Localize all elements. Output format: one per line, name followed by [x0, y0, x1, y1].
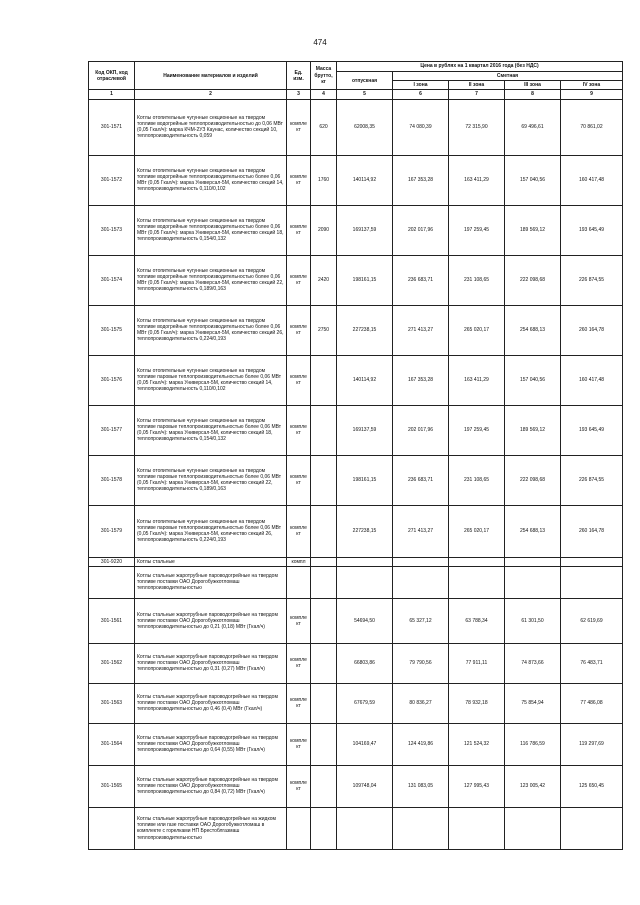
row-name: Котлы отопительные чугунные секционные на твердом топливе паровые теплопроизводительностью более 0,06 МВт (0,05 Гкал/ч): марка Универсал-5М, количество секций 22, теплопроизводительность 0,189/0,163	[135, 455, 287, 505]
row-zone-3-price: 189 569,12	[505, 205, 561, 255]
row-zone-2-price: 72 315,90	[449, 99, 505, 155]
row-zone-4-price: 160 417,48	[561, 355, 623, 405]
row-mass	[311, 455, 337, 505]
price-table	[88, 61, 623, 850]
row-release-price	[337, 566, 393, 598]
table-row	[89, 807, 623, 849]
row-name: Котлы отопительные чугунные секционные на твердом топливе водогрейные теплопроизводительностью более 0,06 МВт (0,05 Гкал/ч): марка Универсал-5М, количество секций 18, теплопроизводительность 0,154/0,132	[135, 205, 287, 255]
row-release-price	[337, 557, 393, 566]
row-unit: компле кт	[287, 683, 311, 723]
row-code: 301-1571	[89, 99, 135, 155]
row-name: Котлы отопительные чугунные секционные на твердом топливе паровые теплопроизводительностью более 0,06 МВт (0,05 Гкал/ч): марка Универсал-5М, количество секций 26, теплопроизводительность 0,224/0,193	[135, 505, 287, 557]
table-row	[89, 99, 623, 155]
row-code: 301-1574	[89, 255, 135, 305]
row-unit: компле кт	[287, 99, 311, 155]
row-zone-3-price: 75 854,94	[505, 683, 561, 723]
row-zone-1-price: 124 419,86	[393, 723, 449, 765]
row-zone-4-price: 160 417,48	[561, 155, 623, 205]
table-row	[89, 305, 623, 355]
header-price-title: Цена в рублях на 1 квартал 2016 года (без НДС)	[337, 62, 623, 72]
row-mass	[311, 598, 337, 643]
row-unit: компле кт	[287, 255, 311, 305]
row-zone-2-price: 265 020,17	[449, 505, 505, 557]
row-zone-4-price	[561, 557, 623, 566]
row-release-price: 109748,04	[337, 765, 393, 807]
row-zone-4-price: 260 164,78	[561, 505, 623, 557]
row-mass	[311, 807, 337, 849]
row-zone-3-price	[505, 557, 561, 566]
row-zone-2-price: 231 108,65	[449, 255, 505, 305]
row-zone-1-price: 236 683,71	[393, 255, 449, 305]
row-zone-2-price: 197 259,45	[449, 405, 505, 455]
row-mass	[311, 643, 337, 683]
column-number: 8	[505, 90, 561, 99]
row-release-price: 67679,59	[337, 683, 393, 723]
row-unit: компле кт	[287, 723, 311, 765]
row-mass: 2420	[311, 255, 337, 305]
table-row	[89, 455, 623, 505]
row-name: Котлы стальные жаротрубные пароводогрейные на твердом топливе поставки ОАО Дорогобужкотломаш теплопроизводительностью до 0,31 (0,27) МВт (Гкал/ч)	[135, 643, 287, 683]
row-zone-4-price: 77 486,08	[561, 683, 623, 723]
row-unit: компле кт	[287, 305, 311, 355]
row-zone-2-price	[449, 557, 505, 566]
header-zone-4: IV зона	[561, 81, 623, 90]
row-zone-4-price: 76 483,71	[561, 643, 623, 683]
row-zone-2-price: 197 259,45	[449, 205, 505, 255]
row-zone-4-price: 226 874,55	[561, 455, 623, 505]
row-zone-3-price: 61 301,50	[505, 598, 561, 643]
row-zone-4-price: 193 645,49	[561, 205, 623, 255]
table-row	[89, 557, 623, 566]
row-release-price: 140114,92	[337, 155, 393, 205]
row-release-price: 198161,15	[337, 255, 393, 305]
row-zone-4-price: 193 645,49	[561, 405, 623, 455]
row-zone-4-price: 62 619,69	[561, 598, 623, 643]
column-number: 9	[561, 90, 623, 99]
row-zone-1-price: 167 353,28	[393, 355, 449, 405]
row-zone-2-price: 163 411,29	[449, 355, 505, 405]
row-zone-2-price: 63 788,34	[449, 598, 505, 643]
row-unit: компле кт	[287, 643, 311, 683]
row-zone-4-price: 70 861,02	[561, 99, 623, 155]
row-zone-3-price: 157 040,56	[505, 155, 561, 205]
row-unit: компле кт	[287, 765, 311, 807]
row-zone-2-price: 127 995,43	[449, 765, 505, 807]
row-unit	[287, 566, 311, 598]
row-mass	[311, 566, 337, 598]
column-number: 7	[449, 90, 505, 99]
row-unit	[287, 807, 311, 849]
row-code: 301-1565	[89, 765, 135, 807]
row-zone-3-price: 222 098,68	[505, 255, 561, 305]
column-number: 4	[311, 90, 337, 99]
row-code: 301-1579	[89, 505, 135, 557]
row-code	[89, 566, 135, 598]
header-name: Наименование материалов и изделий	[135, 62, 287, 90]
row-mass	[311, 723, 337, 765]
header-release: отпускная	[337, 72, 393, 90]
row-release-price: 227238,15	[337, 305, 393, 355]
row-code: 301-1576	[89, 355, 135, 405]
row-zone-1-price: 167 353,28	[393, 155, 449, 205]
row-zone-4-price	[561, 807, 623, 849]
row-zone-1-price: 65 327,12	[393, 598, 449, 643]
row-zone-1-price: 271 413,27	[393, 505, 449, 557]
row-release-price: 140114,92	[337, 355, 393, 405]
row-zone-1-price	[393, 807, 449, 849]
row-unit: компле кт	[287, 355, 311, 405]
row-zone-4-price	[561, 566, 623, 598]
row-code: 301-1564	[89, 723, 135, 765]
row-mass: 2750	[311, 305, 337, 355]
header-estimate: Сметная	[393, 72, 623, 81]
row-name: Котлы стальные жаротрубные пароводогрейные на твердом топливе поставки ОАО Дорогобужкотломаш теплопроизводительностью до 0,64 (0,55) МВт (Гкал/ч)	[135, 723, 287, 765]
row-zone-1-price	[393, 566, 449, 598]
table-row	[89, 683, 623, 723]
row-zone-3-price: 189 569,12	[505, 405, 561, 455]
column-number: 5	[337, 90, 393, 99]
header-zone-2: II зона	[449, 81, 505, 90]
row-zone-1-price: 74 080,39	[393, 99, 449, 155]
row-zone-2-price: 78 932,18	[449, 683, 505, 723]
row-code: 301-1562	[89, 643, 135, 683]
row-name: Котлы стальные жаротрубные пароводогрейные на жидком топливе или газе поставки ОАО Дорогобужкотломаш в комплекте с горелками НП Брестоблгазмаш теплопроизводительностью	[135, 807, 287, 849]
row-code: 301-1575	[89, 305, 135, 355]
row-zone-1-price	[393, 557, 449, 566]
row-zone-2-price: 265 020,17	[449, 305, 505, 355]
row-mass	[311, 683, 337, 723]
row-unit: компл	[287, 557, 311, 566]
row-release-price	[337, 807, 393, 849]
row-name: Котлы отопительные чугунные секционные на твердом топливе водогрейные теплопроизводительностью более 0,06 МВт (0,05 Гкал/ч): марка Универсал-5М, количество секций 14, теплопроизводительность 0,110/0,102	[135, 155, 287, 205]
table-row	[89, 405, 623, 455]
table-body	[89, 99, 623, 849]
row-zone-3-price: 123 005,42	[505, 765, 561, 807]
row-zone-1-price: 80 836,27	[393, 683, 449, 723]
row-zone-4-price: 125 650,45	[561, 765, 623, 807]
row-code: 301-1561	[89, 598, 135, 643]
row-code: 301-1578	[89, 455, 135, 505]
row-mass: 620	[311, 99, 337, 155]
header-zone-1: I зона	[393, 81, 449, 90]
row-name: Котлы стальные жаротрубные пароводогрейные на твердом топливе поставки ОАО Дорогобужкотломаш теплопроизводительностью до 0,46 (0,4) МВт (Гкал/ч)	[135, 683, 287, 723]
row-name: Котлы стальные жаротрубные пароводогрейные на твердом топливе поставки ОАО Дорогобужкотломаш теплопроизводительностью	[135, 566, 287, 598]
table-row	[89, 205, 623, 255]
row-zone-2-price	[449, 807, 505, 849]
column-number: 6	[393, 90, 449, 99]
page-number: 474	[313, 38, 327, 47]
row-name: Котлы стальные	[135, 557, 287, 566]
row-unit: компле кт	[287, 405, 311, 455]
table-row	[89, 255, 623, 305]
row-code: 301-1577	[89, 405, 135, 455]
row-zone-2-price: 121 524,32	[449, 723, 505, 765]
row-zone-3-price	[505, 807, 561, 849]
header-unit: Ед. изм.	[287, 62, 311, 90]
row-release-price: 169137,59	[337, 205, 393, 255]
row-unit: компле кт	[287, 598, 311, 643]
row-zone-3-price: 254 688,13	[505, 305, 561, 355]
header-mass: Масса брутто, кг	[311, 62, 337, 90]
header-code: Код ОКП, код отраслевой	[89, 62, 135, 90]
row-unit: компле кт	[287, 155, 311, 205]
row-mass	[311, 765, 337, 807]
row-code: 301-1563	[89, 683, 135, 723]
row-release-price: 198161,15	[337, 455, 393, 505]
row-name: Котлы отопительные чугунные секционные на твердом топливе водогрейные теплопроизводительностью более 0,06 МВт (0,05 Гкал/ч): марка Универсал-5М, количество секций 26, теплопроизводительность 0,224/0,193	[135, 305, 287, 355]
row-code: 301-1572	[89, 155, 135, 205]
table-row	[89, 598, 623, 643]
row-name: Котлы стальные жаротрубные пароводогрейные на твердом топливе поставки ОАО Дорогобужкотломаш теплопроизводительностью до 0,84 (0,72) МВт (Гкал/ч)	[135, 765, 287, 807]
row-unit: компле кт	[287, 505, 311, 557]
row-zone-1-price: 236 683,71	[393, 455, 449, 505]
column-number: 3	[287, 90, 311, 99]
row-unit: компле кт	[287, 205, 311, 255]
row-release-price: 66803,86	[337, 643, 393, 683]
row-zone-3-price: 116 786,59	[505, 723, 561, 765]
row-mass	[311, 355, 337, 405]
row-mass: 1760	[311, 155, 337, 205]
row-zone-4-price: 119 297,69	[561, 723, 623, 765]
row-zone-2-price: 163 411,29	[449, 155, 505, 205]
column-number: 1	[89, 90, 135, 99]
row-release-price: 54694,50	[337, 598, 393, 643]
row-zone-3-price: 69 496,61	[505, 99, 561, 155]
row-unit: компле кт	[287, 455, 311, 505]
row-zone-2-price: 231 108,65	[449, 455, 505, 505]
row-zone-2-price	[449, 566, 505, 598]
row-zone-4-price: 226 874,55	[561, 255, 623, 305]
row-zone-1-price: 79 790,56	[393, 643, 449, 683]
row-code	[89, 807, 135, 849]
table-row	[89, 643, 623, 683]
row-zone-4-price: 260 164,78	[561, 305, 623, 355]
row-zone-1-price: 131 083,05	[393, 765, 449, 807]
row-mass: 2090	[311, 205, 337, 255]
row-code: 301-9220	[89, 557, 135, 566]
header-zone-3: III зона	[505, 81, 561, 90]
row-release-price: 227238,15	[337, 505, 393, 557]
row-release-price: 62008,35	[337, 99, 393, 155]
row-release-price: 104169,47	[337, 723, 393, 765]
row-name: Котлы отопительные чугунные секционные на твердом топливе паровые теплопроизводительностью более 0,06 МВт (0,05 Гкал/ч): марка Универсал-5М, количество секций 18, теплопроизводительность 0,154/0,132	[135, 405, 287, 455]
table-row	[89, 723, 623, 765]
row-mass	[311, 405, 337, 455]
table-row	[89, 765, 623, 807]
row-zone-3-price: 222 098,68	[505, 455, 561, 505]
table-row	[89, 505, 623, 557]
row-name: Котлы отопительные чугунные секционные на твердом топливе водогрейные теплопроизводительностью более 0,06 МВт (0,05 Гкал/ч): марка Универсал-5М, количество секций 22, теплопроизводительность 0,189/0,163	[135, 255, 287, 305]
row-name: Котлы отопительные чугунные секционные на твердом топливе паровые теплопроизводительностью более 0,06 МВт (0,05 Гкал/ч): марка Универсал-5М, количество секций 14, теплопроизводительность 0,110/0,102	[135, 355, 287, 405]
row-name: Котлы стальные жаротрубные пароводогрейные на твердом топливе поставки ОАО Дорогобужкотломаш теплопроизводительностью до 0,21 (0,18) МВт (Гкал/ч)	[135, 598, 287, 643]
row-zone-3-price: 254 688,13	[505, 505, 561, 557]
row-zone-3-price: 157 040,56	[505, 355, 561, 405]
row-mass	[311, 557, 337, 566]
row-zone-1-price: 271 413,27	[393, 305, 449, 355]
row-name: Котлы отопительные чугунные секционные на твердом топливе водогрейные теплопроизводительностью до 0,06 МВт (0,05 Гкал/ч): марка КЧМ-2УЗ Каунас, количество секций 10, теплопроизводительность 0,059	[135, 99, 287, 155]
row-zone-3-price: 74 873,66	[505, 643, 561, 683]
row-code: 301-1573	[89, 205, 135, 255]
row-zone-1-price: 202 017,96	[393, 205, 449, 255]
column-number: 2	[135, 90, 287, 99]
table-row	[89, 155, 623, 205]
row-zone-2-price: 77 911,11	[449, 643, 505, 683]
row-zone-1-price: 202 017,96	[393, 405, 449, 455]
row-zone-3-price	[505, 566, 561, 598]
table-row	[89, 355, 623, 405]
row-mass	[311, 505, 337, 557]
row-release-price: 169137,59	[337, 405, 393, 455]
table-row	[89, 566, 623, 598]
